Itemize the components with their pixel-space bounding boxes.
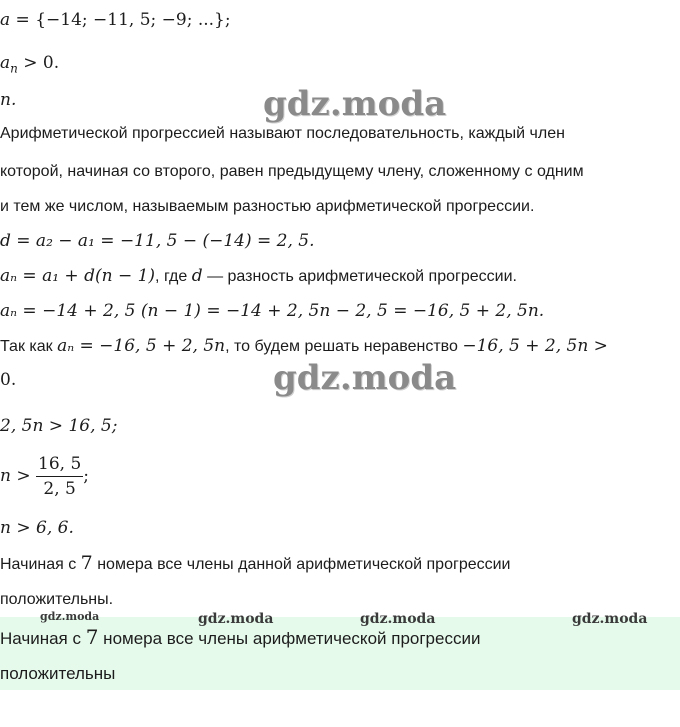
watermark: gdz.moda bbox=[40, 610, 100, 623]
watermark: gdz.moda bbox=[273, 358, 457, 398]
watermark: gdz.moda bbox=[360, 611, 436, 627]
conclusion-line-1: Начиная с 7 номера все члены данной арифметической прогрессии bbox=[0, 552, 511, 574]
nth-term-calculation: aₙ = −14 + 2, 5 (n − 1) = −14 + 2, 5n − 2, 5 = −16, 5 + 2, 5n. bbox=[0, 301, 545, 321]
difference-formula: d = a₂ − a₁ = −11, 5 − (−14) = 2, 5. bbox=[0, 231, 315, 251]
watermark: gdz.moda bbox=[572, 611, 648, 627]
answer-line-1: Начиная с 7 номера все члены арифметической прогрессии bbox=[0, 625, 481, 649]
definition-line-2: которой, начиная со второго, равен предыдущему члену, сложенному с одним bbox=[0, 163, 584, 180]
positivity-condition: $a_n > 0$. bbox=[0, 53, 60, 76]
watermark: gdz.moda bbox=[198, 611, 274, 627]
definition-line-3: и тем же числом, называемым разностью арифметической прогрессии. bbox=[0, 198, 535, 215]
sequence-definition: a = {−14; −11, 5; −9; ...}; bbox=[0, 10, 231, 30]
nth-term-formula: aₙ = a₁ + d(n − 1), где d — разность арифметической прогрессии. bbox=[0, 266, 517, 286]
inequality-step-3: n > 6, 6. bbox=[0, 518, 74, 538]
answer-line-2: положительны bbox=[0, 664, 116, 683]
inequality-intro: Так как aₙ = −16, 5 + 2, 5n, то будем решать неравенство −16, 5 + 2, 5n > bbox=[0, 336, 608, 356]
fraction: $\frac{16, 5}{2, 5}$ bbox=[38, 454, 82, 499]
definition-line-1: Арифметической прогрессией называют последовательность, каждый член bbox=[0, 125, 565, 142]
inequality-step-2: n > $\frac{16, 5}{2, 5}$ ; bbox=[0, 454, 90, 499]
watermark: gdz.moda bbox=[263, 84, 447, 124]
conclusion-line-2: положительны. bbox=[0, 591, 114, 608]
inequality-step-1: 2, 5n > 16, 5; bbox=[0, 416, 118, 436]
variable-n: n. bbox=[0, 90, 17, 110]
inequality-intro-zero: 0. bbox=[0, 370, 17, 390]
